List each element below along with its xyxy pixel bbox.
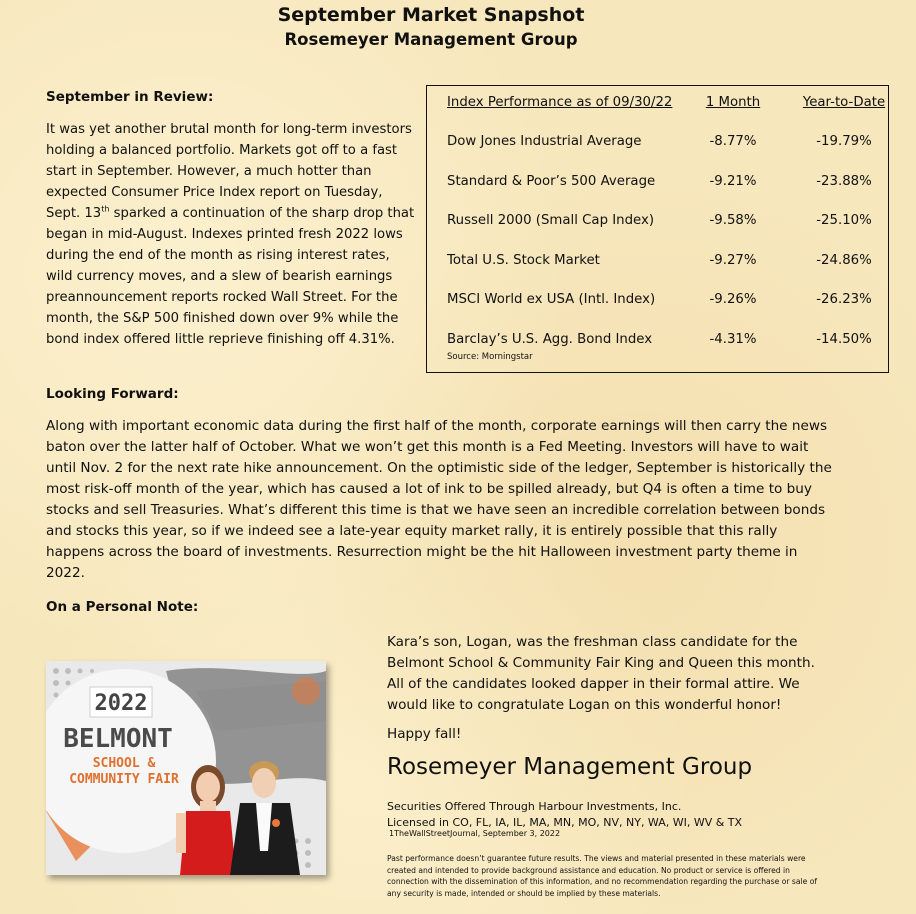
index-name: Standard & Poor’s 500 Average bbox=[447, 174, 656, 189]
review-text-part1: It was yet another brutal month for long-term investors holding a balanced portfolio. Markets got off to a fast start in September. However, a much hotter than expected Consumer Price Index report on Tuesday, Sept. 13 bbox=[46, 122, 412, 221]
signature: Rosemeyer Management Group bbox=[387, 754, 753, 780]
ytd-return: -23.88% bbox=[816, 174, 872, 189]
disclaimer: Past performance doesn’t guarantee future results. The views and material presented in these materials were created and intended to provide background assistance and education. No product or service is offered in connection with the dissemination of this information, and no recommendation regarding the purchase or sale of any security is made, intended or should be implied by these materials. bbox=[387, 854, 818, 898]
ytd-return: -25.10% bbox=[816, 213, 872, 228]
securities-info bbox=[387, 799, 742, 831]
personal-heading: On a Personal Note: bbox=[46, 599, 199, 615]
index-name: Barclay’s U.S. Agg. Bond Index bbox=[447, 332, 653, 347]
month-return: -8.77% bbox=[709, 134, 757, 149]
belmont-fair-photo bbox=[46, 661, 326, 875]
photo-illustration bbox=[46, 661, 326, 875]
review-superscript: th bbox=[101, 204, 110, 214]
month-return: -4.31% bbox=[709, 332, 757, 347]
month-return: -9.26% bbox=[709, 292, 757, 307]
page-subtitle: Rosemeyer Management Group bbox=[284, 30, 578, 49]
review-paragraph bbox=[46, 119, 416, 350]
photo-line2: COMMUNITY FAIR bbox=[69, 772, 179, 787]
index-name: Dow Jones Industrial Average bbox=[447, 134, 642, 149]
table-source: Source: Morningstar bbox=[447, 352, 533, 362]
securities-line: Securities Offered Through Harbour Investments, Inc. bbox=[387, 800, 682, 813]
index-name: MSCI World ex USA (Intl. Index) bbox=[447, 292, 656, 307]
photo-year: 2022 bbox=[94, 691, 148, 716]
forward-heading: Looking Forward: bbox=[46, 386, 179, 402]
photo-name: BELMONT bbox=[63, 724, 173, 754]
forward-paragraph: Along with important economic data during the first half of the month, corporate earnings will then carry the news baton over the latter half of October. What we won’t get this month is a Fed Meeting. Investors will have to wait until Nov. 2 for the next rate hike announcement. On the optimistic side of the ledger, September is historically the most risk-off month of the year, which has caused a lot of ink to be spilled already, but Q4 is often a time to buy stocks and sell Treasuries. What’s different this time is that we have seen an incredible correlation between bonds and stocks this year, so if we indeed see a late-year equity market rally, it is entirely possible that this rally happens across the board of investments. Resurrection might be the hit Halloween investment party theme in 2022. bbox=[46, 418, 832, 581]
month-return: -9.27% bbox=[709, 253, 757, 268]
col-header-ytd: Year-to-Date bbox=[802, 95, 886, 110]
ytd-return: -26.23% bbox=[816, 292, 872, 307]
ytd-return: -24.86% bbox=[816, 253, 872, 268]
review-text-part2: sparked a continuation of the sharp drop that began in mid-August. Indexes printed fresh 2022 lows during the end of the month as rising interest rates, wild currency moves, and a slew of bearish earnings preannouncement reports rocked Wall Street. For the month, the S&P 500 finished down over 9% while the bond index offered little reprieve finishing off 4.31%. bbox=[46, 206, 415, 347]
footnote: 1TheWallStreetJournal, September 3, 2022 bbox=[389, 829, 561, 838]
col-header-index: Index Performance as of 09/30/22 bbox=[447, 95, 673, 110]
page-title: September Market Snapshot bbox=[277, 4, 585, 26]
month-return: -9.21% bbox=[709, 174, 757, 189]
ytd-return: -14.50% bbox=[816, 332, 872, 347]
ytd-return: -19.79% bbox=[816, 134, 872, 149]
index-name: Russell 2000 (Small Cap Index) bbox=[447, 213, 655, 228]
personal-paragraph: Kara’s son, Logan, was the freshman class candidate for the Belmont School & Community Fair King and Queen this month. All of the candidates looked dapper in their formal attire. We would like to congratulate Logan on this wonderful honor! bbox=[387, 634, 815, 713]
closing-line: Happy fall! bbox=[387, 726, 462, 742]
review-heading: September in Review: bbox=[46, 89, 214, 105]
index-performance-table bbox=[426, 85, 889, 373]
photo-line1: SCHOOL & bbox=[92, 756, 156, 771]
month-return: -9.58% bbox=[709, 213, 757, 228]
col-header-month: 1 Month bbox=[705, 95, 761, 110]
licensed-line: Licensed in CO, FL, IA, IL, MA, MN, MO, NV, NY, WA, WI, WV & TX bbox=[387, 816, 743, 829]
index-name: Total U.S. Stock Market bbox=[447, 253, 600, 268]
